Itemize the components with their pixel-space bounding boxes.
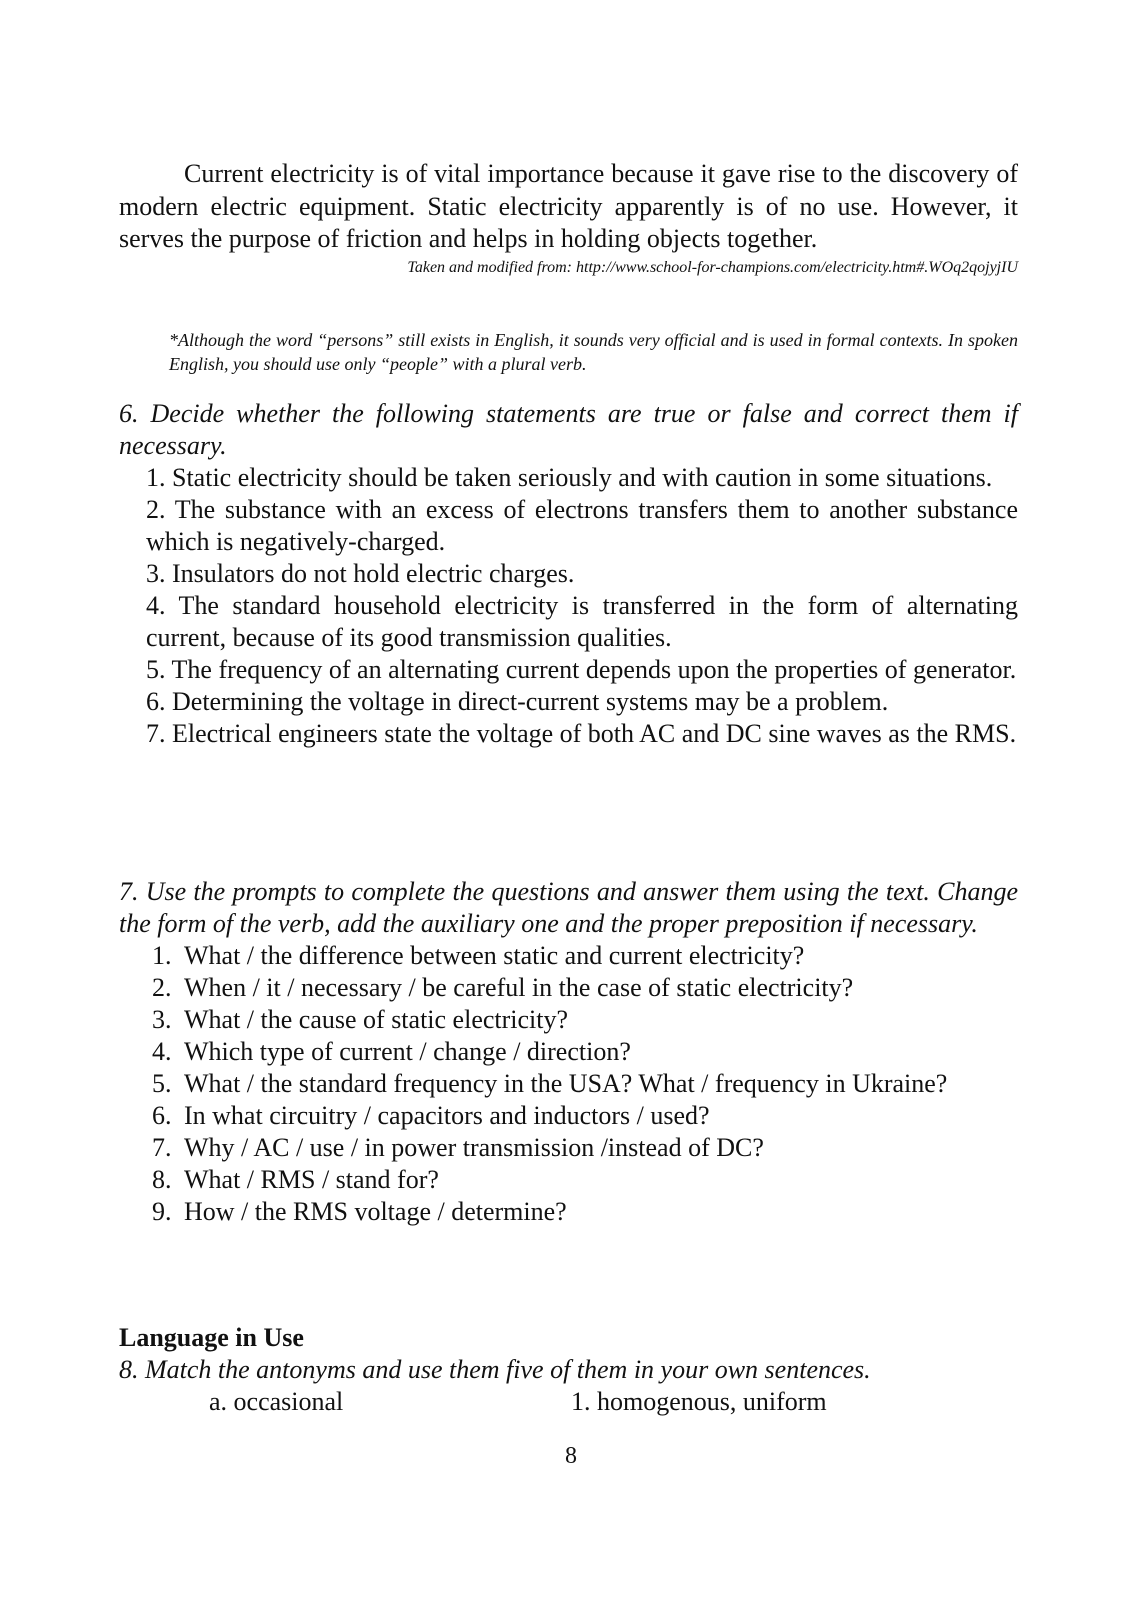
task-6 bbox=[119, 398, 1018, 750]
question-item bbox=[119, 940, 1018, 972]
task-6-statements bbox=[119, 462, 1018, 750]
statement-item: 6. Determining the voltage in direct-current systems may be a problem. bbox=[146, 687, 889, 716]
task-6-instruction: 6. Decide whether the following statements are true or false and correct them if necessary. bbox=[119, 399, 1018, 460]
task-7 bbox=[119, 876, 1018, 1228]
question-text: Which type of current / change / direction? bbox=[184, 1037, 631, 1066]
intro-paragraph: Current electricity is of vital importance because it gave rise to the discovery of modern electric equipment. Static electricity apparently is of no use. However, it serves the purpose of friction and helps in holding objects together. bbox=[119, 159, 1018, 253]
question-item bbox=[119, 1196, 1018, 1228]
question-text: What / RMS / stand for? bbox=[184, 1165, 439, 1194]
statement-item: 5. The frequency of an alternating current depends upon the properties of generator. bbox=[146, 655, 1017, 684]
question-text: When / it / necessary / be careful in the case of static electricity? bbox=[184, 973, 854, 1002]
question-number: 5. bbox=[152, 1069, 172, 1098]
question-text: What / the difference between static and current electricity? bbox=[184, 941, 805, 970]
task-7-questions bbox=[119, 940, 1018, 1228]
language-in-use-section bbox=[119, 1322, 1018, 1418]
match-right-item: 1. homogenous, uniform bbox=[571, 1387, 827, 1416]
question-item bbox=[119, 1164, 1018, 1196]
question-item bbox=[119, 1036, 1018, 1068]
task-7-instruction: 7. Use the prompts to complete the questions and answer them using the text. Change the form of the verb, add the auxiliary one and the proper preposition if necessary. bbox=[119, 877, 1018, 938]
statement-item: 4. The standard household electricity is transferred in the form of alternating current, because of its good transmission qualities. bbox=[146, 591, 1018, 652]
question-item bbox=[119, 1132, 1018, 1164]
match-left-item: a. occasional bbox=[209, 1387, 344, 1416]
question-item bbox=[119, 972, 1018, 1004]
task-8-instruction: 8. Match the antonyms and use them five of them in your own sentences. bbox=[119, 1355, 871, 1384]
footnote: *Although the word “persons” still exists in English, it sounds very official and is used in formal contexts. In spoken English, you should use only “people” with a plural verb. bbox=[169, 330, 1018, 374]
question-item bbox=[119, 1068, 1018, 1100]
source-attribution: Taken and modified from: http://www.school-for-champions.com/electricity.htm#.WOq2qojyjIU bbox=[407, 258, 1018, 276]
page-number: 8 bbox=[565, 1443, 577, 1469]
question-number: 3. bbox=[152, 1005, 172, 1034]
question-text: In what circuitry / capacitors and inductors / used? bbox=[184, 1101, 710, 1130]
question-text: What / the standard frequency in the USA? What / frequency in Ukraine? bbox=[184, 1069, 948, 1098]
question-text: Why / AC / use / in power transmission /instead of DC? bbox=[184, 1133, 764, 1162]
question-text: What / the cause of static electricity? bbox=[184, 1005, 569, 1034]
section-heading: Language in Use bbox=[119, 1323, 304, 1352]
reading-passage bbox=[119, 158, 1018, 278]
statement-item: 3. Insulators do not hold electric charges. bbox=[146, 559, 575, 588]
statement-item: 2. The substance with an excess of electrons transfers them to another substance which is negatively-charged. bbox=[146, 495, 1018, 556]
question-item bbox=[119, 1004, 1018, 1036]
question-number: 4. bbox=[152, 1037, 172, 1066]
statement-item: 1. Static electricity should be taken seriously and with caution in some situations. bbox=[146, 463, 993, 492]
match-row bbox=[119, 1386, 1018, 1418]
question-number: 8. bbox=[152, 1165, 172, 1194]
footnote-block bbox=[119, 328, 1018, 376]
question-number: 6. bbox=[152, 1101, 172, 1130]
question-number: 7. bbox=[152, 1133, 172, 1162]
question-text: How / the RMS voltage / determine? bbox=[184, 1197, 567, 1226]
question-number: 9. bbox=[152, 1197, 172, 1226]
question-item bbox=[119, 1100, 1018, 1132]
question-number: 2. bbox=[152, 973, 172, 1002]
question-number: 1. bbox=[152, 941, 172, 970]
statement-item: 7. Electrical engineers state the voltage of both AC and DC sine waves as the RMS. bbox=[146, 719, 1017, 748]
